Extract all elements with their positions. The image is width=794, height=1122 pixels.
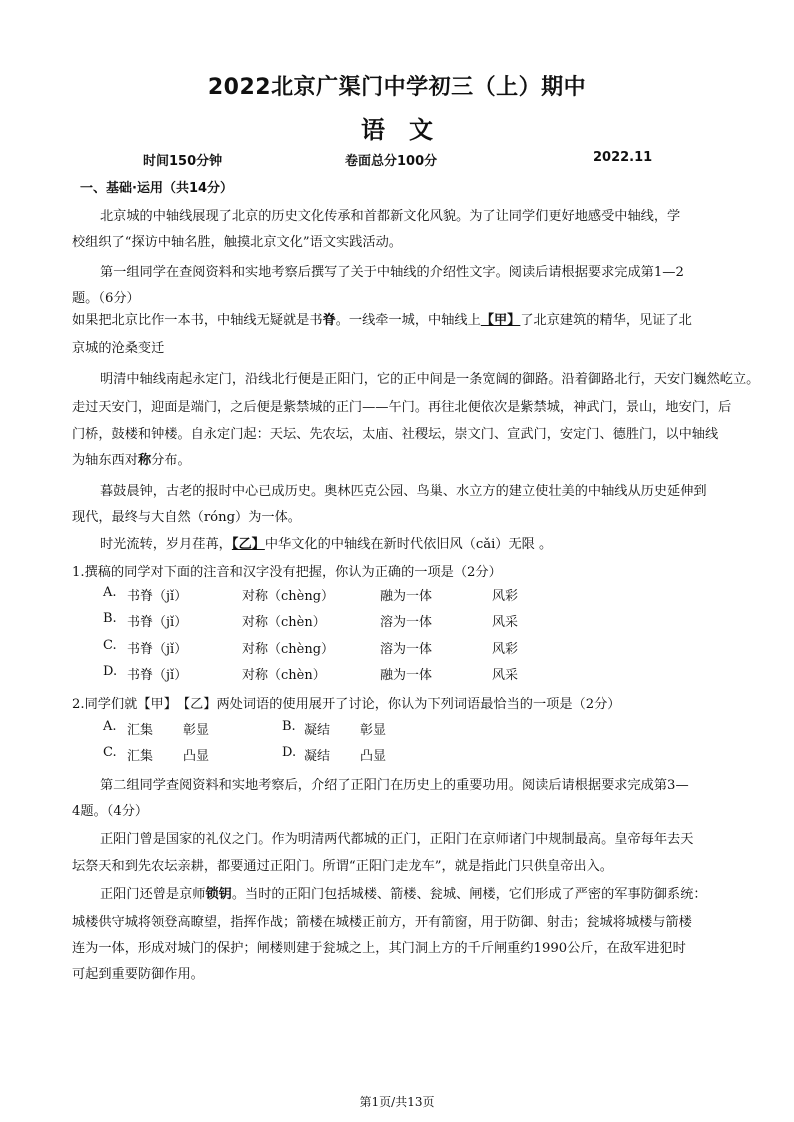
intro-paragraph-line: 第一组同学在查阅资料和实地考察后撰写了关于中轴线的介绍性文字。阅读后请根据要求完成第1—2: [100, 265, 684, 280]
option-text: 凝结: [304, 749, 331, 764]
option-letter: C.: [103, 745, 117, 760]
passage-text: 时光流转，岁月荏苒，: [100, 537, 232, 552]
exam-title: 2022北京广渠门中学初三（上）期中: [207, 75, 587, 100]
option-text: 彰显: [360, 723, 387, 738]
option-text: 凝结: [304, 723, 331, 738]
emphasis-char: 称: [137, 453, 152, 468]
option-text: 融为一体: [380, 668, 433, 683]
option-letter: B.: [103, 611, 117, 626]
option-letter: A.: [103, 585, 117, 600]
emphasis-char: 脊: [322, 313, 336, 328]
passage-text: 为轴东西对: [72, 453, 138, 468]
option-text: 融为一体: [380, 589, 433, 604]
passage-line: 可起到重要防御作用。: [72, 967, 204, 982]
emphasis-word: 锁钥: [205, 887, 232, 902]
option-text: 对称（chèng）: [242, 642, 335, 657]
question-2-stem: 2.同学们就【甲】 【乙】两处词语的使用展开了讨论，你认为下列词语最恰当的一项是（2分）: [72, 697, 621, 712]
option-text: 凸显: [360, 749, 387, 764]
intro-paragraph-line: 题。（6分）: [72, 291, 140, 306]
option-letter: B.: [282, 719, 296, 734]
passage-text: 了北京建筑的精华，见证了北: [520, 313, 692, 328]
option-text: 汇集: [127, 723, 154, 738]
option-text: 书脊（jǐ）: [127, 589, 188, 604]
group2-intro-line: 第二组同学查阅资料和实地考察后，介绍了正阳门在历史上的重要功用。阅读后请根据要求完成第3—: [100, 778, 689, 793]
passage-line: 现代，最终与大自然（róng）为一体。: [72, 510, 301, 525]
option-text: 书脊（jǐ）: [127, 615, 188, 630]
passage-line: 城楼供守城将领登高瞭望，指挥作战；箭楼在城楼正前方，开有箭窗，用于防御、射击；瓮城将城楼与箭楼: [72, 915, 692, 930]
option-text: 书脊（jǐ）: [127, 642, 188, 657]
blank-marker-yi: 【乙】: [231, 537, 265, 552]
passage-line: 京城的沧桑变迁: [72, 341, 165, 356]
passage-text: 。当时的正阳门包括城楼、箭楼、瓮城、闸楼，它们形成了严密的军事防御系统：: [231, 887, 707, 902]
passage-line: [100, 883, 707, 902]
passage-line: [72, 309, 692, 328]
option-text: 风彩: [492, 642, 519, 657]
option-letter: D.: [103, 664, 118, 679]
passage-text: 分布。: [151, 453, 191, 468]
passage-line: 走过天安门，迎面是端门，之后便是紫禁城的正门——午门。再往北便依次是紫禁城，神武门，景山，地安门，后: [72, 400, 732, 415]
section-heading: 一、基础·运用（共14分）: [80, 181, 234, 196]
passage-line: 连为一体，形成对城门的保护；闸楼则建于瓮城之上，其门洞上方的千斤闸重约1990公斤，在敌军进犯时: [72, 941, 686, 956]
passage-line: [100, 533, 552, 552]
passage-text: 。一线牵一城，中轴线上: [335, 313, 481, 328]
option-text: 风采: [492, 615, 519, 630]
subject-title: 语 文: [361, 116, 433, 144]
group2-intro-line: 4题。（4分）: [72, 804, 149, 819]
option-text: 书脊（jǐ）: [127, 668, 188, 683]
passage-text: 如果把北京比作一本书，中轴线无疑就是书: [72, 313, 323, 328]
passage-text: 正阳门还曾是京师: [100, 887, 206, 902]
option-text: 对称（chèng）: [242, 589, 335, 604]
page-number: 第1页/共13页: [359, 1095, 435, 1109]
blank-marker-jia: 【甲】: [480, 313, 521, 328]
passage-line: 门桥，鼓楼和钟楼。自永定门起：天坛、先农坛，太庙、社稷坛，崇文门、宣武门，安定门、德胜门，以中轴线: [72, 427, 719, 442]
exam-date: 2022.11: [593, 150, 653, 165]
option-letter: A.: [103, 719, 117, 734]
passage-text: 中华文化的中轴线在新时代依旧风（cǎi）无限 。: [264, 537, 553, 552]
question-1-stem: 1.撰稿的同学对下面的注音和汉字没有把握，你认为正确的一项是（2分）: [72, 565, 502, 580]
intro-paragraph-line: 校组织了“探访中轴名胜，触摸北京文化”语文实践活动。: [72, 235, 402, 250]
intro-paragraph-line: 北京城的中轴线展现了北京的历史文化传承和首都新文化风貌。为了让同学们更好地感受中轴线，学: [100, 209, 681, 224]
option-text: 凸显: [183, 749, 210, 764]
passage-line: 暮鼓晨钟，古老的报时中心已成历史。奥林匹克公园、鸟巢、水立方的建立使壮美的中轴线从历史延伸到: [100, 484, 707, 499]
option-text: 汇集: [127, 749, 154, 764]
option-text: 风彩: [492, 589, 519, 604]
passage-line: 正阳门曾是国家的礼仪之门。作为明清两代都城的正门，正阳门在京师诸门中规制最高。皇帝每年去天: [100, 832, 694, 847]
option-letter: D.: [282, 745, 297, 760]
option-letter: C.: [103, 638, 117, 653]
passage-line: 明清中轴线南起永定门，沿线北行便是正阳门，它的正中间是一条宽阔的御路。沿着御路北行，天安门巍然屹立。: [100, 372, 760, 387]
exam-time: 时间150分钟: [143, 154, 223, 169]
option-text: 风采: [492, 668, 519, 683]
exam-score: 卷面总分100分: [345, 154, 438, 169]
option-text: 彰显: [183, 723, 210, 738]
passage-line: 坛祭天和到先农坛亲耕，都要通过正阳门。所谓“正阳门走龙车”，就是指此门只供皇帝出入。: [72, 859, 613, 874]
option-text: 溶为一体: [380, 615, 433, 630]
passage-line: [72, 449, 191, 468]
option-text: 对称（chèn）: [242, 668, 326, 683]
option-text: 溶为一体: [380, 642, 433, 657]
option-text: 对称（chèn）: [242, 615, 326, 630]
